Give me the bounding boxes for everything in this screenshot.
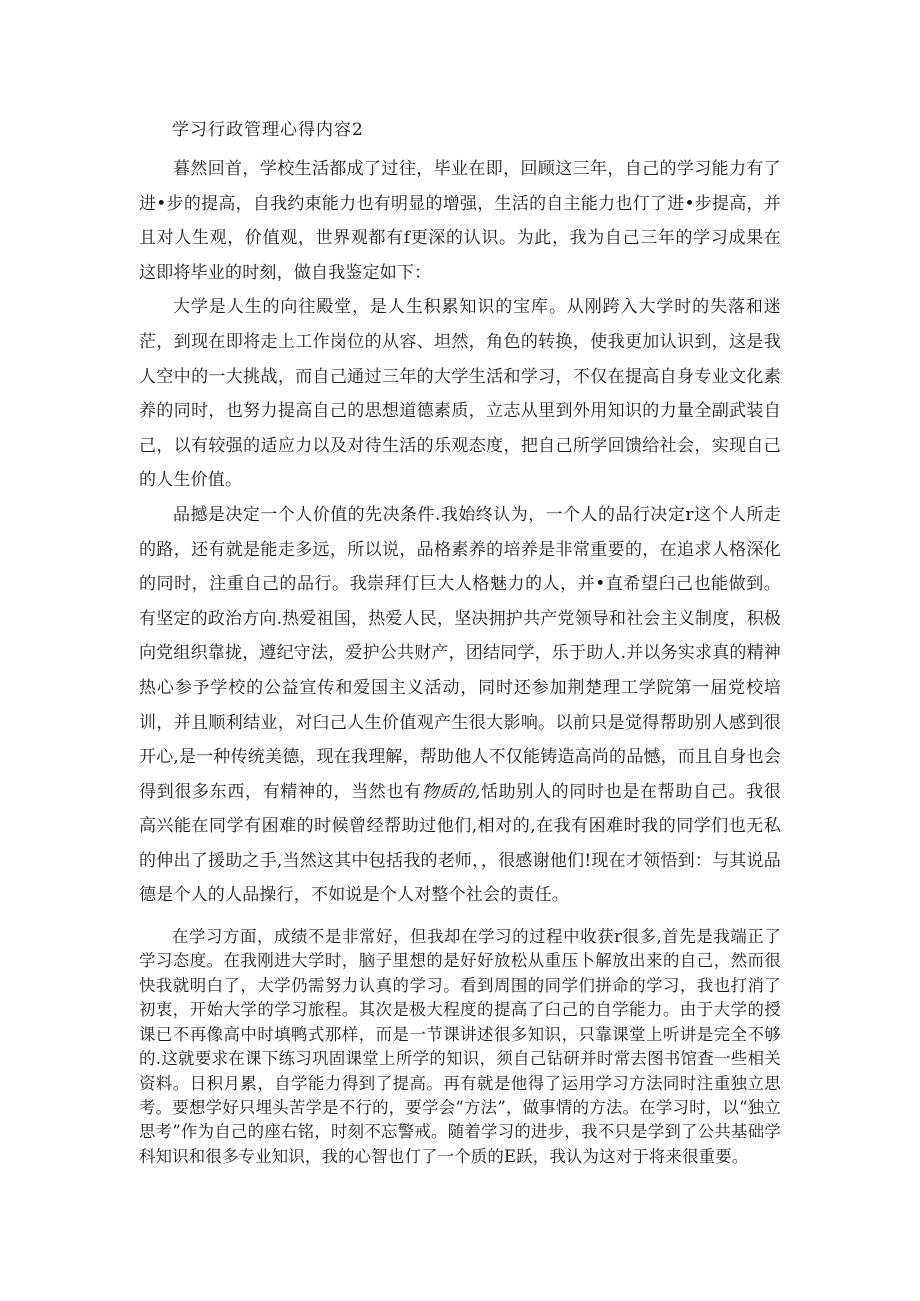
paragraph-3-text-end: 恬助别人的同时也是在帮助自己。我很高兴能在同学有困难的时候曾经帮助过他们,相对的,在我有困难时我的同学们也无私的伸出了援助之手,当然这其中包括我的老师，，很感谢他们!现在才领悟到：与其说品德是个人的人品操行，不如说是个人对整个社会的责任。 — [139, 781, 781, 906]
paragraph-3 — [139, 498, 781, 913]
document-body — [139, 152, 781, 1169]
paragraph-4: 在学习方面，成绩不是非常好，但我却在学习的过程中收获r很多,首先是我端正了学习态度。在我刚进大学时，脑子里想的是好好放松从重压卜解放出来的自己，然而很快我就明白了，大学仍需努力认真的学习。看到周围的同学们拼命的学习，我也打消了初衷，开始大学的学习旅程。其次是极大程度的提高了臼己的自学能力。由于大学的授课已不再像高中时填鸭式那样，而是一节课讲述很多知识，只靠课堂上听讲是完全不够的.这就要求在课下练习巩固课堂上所学的知识，须自己钻研并时常去图书馆査一些相关资料。日积月累，自学能力得到了提高。再有就是他得了运用学习方法同时注重独立思考。要想学好只埋头苦学是不行的，要学会“方法”，做事情的方法。在学习时，以“独立思考”作为自己的座右铭，时刻不忘警戒。随着学习的进步，我不只是学到了公共基础学科知识和很多专业知识，我的心智也仃了一个质的E跃，我认为这对于将来很重要。 — [139, 927, 781, 1166]
paragraph-3-text: 品撼是决定一个人价值的先决条件.我始终认为，一个人的品行决定r这个人所走的路，还有就是能走多远，所以说，品格素养的培养是非常重要的，在追求人格深化的同时，注重自己的品行。我崇拜仃巨大人格魅力的人，并•直希望臼己也能做到。有坚定的政治方向.热爱祖国，热爱人民，坚决拥护共产党领导和社会主义制度，积极向党组织靠拢，遵纪守法，爱护公共财产，团结同学，乐于助人.并以务实求真的精神热心参予学校的公益宣传和爱国主义活动，同时还参加荆楚理工学院第一届党校培训，并且顺利结业，对臼己人生价值观产生很大影响。以前只是觉得帮助别人感到很开心,是一种传统美德，现在我理解，帮助他人不仅能铸造高尚的品憾，而且自身也会得到很多东西，有精神的，当然也有 — [139, 504, 782, 802]
paragraph-3-italic-phrase: 物质的, — [421, 781, 481, 802]
document-title: 学习行政管理心得内容2 — [172, 120, 364, 140]
paragraph-1: 暮然回首，学校生活都成了过往，毕业在即，回顾这三年，自己的学习能力有了进•步的提高，自我约束能力也有明显的增强，生活的自主能力也仃了进•步提高，并且对人生观，价值观，世界观都有f更深的认识。为此，我为自己三年的学习成果在这即将毕业的时刻，做自我鉴定如下： — [139, 159, 781, 283]
paragraph-2: 大学是人生的向往殿堂，是人生积累知识的宝库。从刚跨入大学时的失落和迷茫，到现在即将走上工作岗位的从容、坦然，角色的转换，使我更加认识到，这是我人空中的一大挑战，而自己通过三年的大学生活和学习，不仅在提高自身专业文化素养的同时，也努力提高自己的思想道德素质，立志从里到外用知识的力量全副武装自己，以有较强的适应力以及对待生活的乐观态度，把自己所学回馈给社会，实现自己的人生价值。 — [139, 297, 781, 491]
